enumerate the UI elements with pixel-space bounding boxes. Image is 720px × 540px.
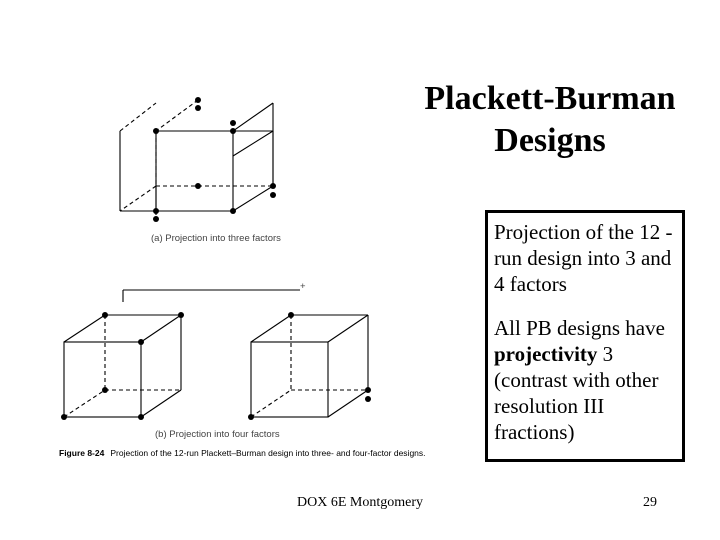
cube-four-factors-left [64,315,181,417]
label-four-factors: (b) Projection into four factors [155,429,280,440]
bullet-1: Projection of the 12 -run design into 3 and 4 factors [494,220,673,296]
bullet-textbox [485,210,685,462]
cube-four-factors-right [251,315,368,417]
plus-sign: + [300,281,306,292]
page-number: 29 [643,495,657,510]
projection-figure [55,90,475,460]
footer-text: DOX 6E Montgomery [297,495,423,510]
figure-caption: Figure 8-24 Projection of the 12-run Plackett–Burman design into three- and four-factor designs. [59,448,426,458]
projectivity-term: projectivity [494,342,598,366]
projection-cubes-svg [55,90,475,460]
cube-three-factors [120,100,273,215]
bullet-2: All PB designs have projectivity 3 (contrast with other resolution III fractions) [494,316,665,444]
title-line-2: Designs [494,122,606,159]
design-points [61,97,371,420]
title-line-1: Plackett-Burman [424,80,676,117]
label-three-factors: (a) Projection into three factors [151,233,281,244]
connector-bracket [123,290,300,302]
